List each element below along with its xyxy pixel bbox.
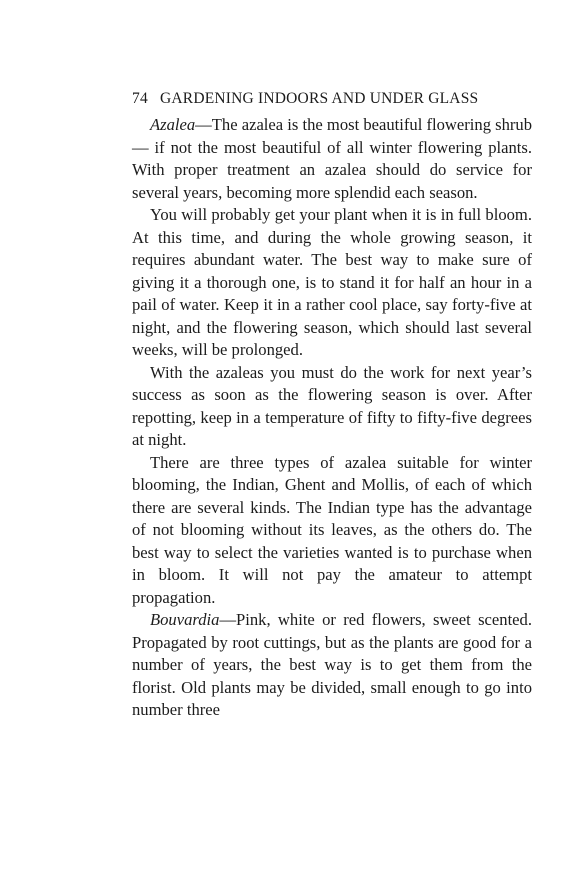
running-title: GARDENING INDOORS AND UNDER GLASS (160, 90, 479, 107)
paragraph-text: —Pink, white or red flowers, sweet scented. Propagated by root cuttings, but as the plants are good for a number of years, the best way is to get them from the florist. Old plants may be divided, small enough to go into number three (132, 610, 532, 719)
paragraph-repotting (132, 362, 532, 452)
paragraph-text: With the azaleas you must do the work for next year’s success as soon as the flowering season is over. After repotting, keep in a temperature of fifty to fifty-five degrees at night. (132, 362, 532, 449)
paragraph-watering (132, 204, 532, 362)
paragraph-azalea (132, 114, 532, 204)
body-text (132, 114, 532, 722)
paragraph-text: —The azalea is the most beautiful flowering shrub — if not the most beautiful of all winter flowering plants. With proper treatment an azalea should do service for several years, becoming more splendid each season. (132, 115, 533, 202)
paragraph-azalea-types (132, 452, 532, 610)
paragraph-bouvardia (132, 609, 532, 722)
book-page (132, 88, 532, 722)
running-head (132, 88, 532, 114)
paragraph-text: There are three types of azalea suitable for winter blooming, the Indian, Ghent and Mollis, of each of which there are several kinds. The Indian type has the advantage of not blooming without its leaves, as the others do. The best way to select the varieties wanted is to purchase when in bloom. It will not pay the amateur to attempt propagation. (132, 452, 532, 607)
page-number: 74 (132, 90, 148, 107)
paragraph-text: You will probably get your plant when it is in full bloom. At this time, and during the whole growing season, it requires abundant water. The best way to make sure of giving it a thorough one, is to stand it for half an hour in a pail of water. Keep it in a rather cool place, say forty-five at night, and the flowering season, which should last several weeks, will be prolonged. (132, 205, 532, 359)
entry-heading-azalea: Azalea (150, 115, 196, 134)
entry-heading-bouvardia: Bouvardia (150, 610, 220, 629)
